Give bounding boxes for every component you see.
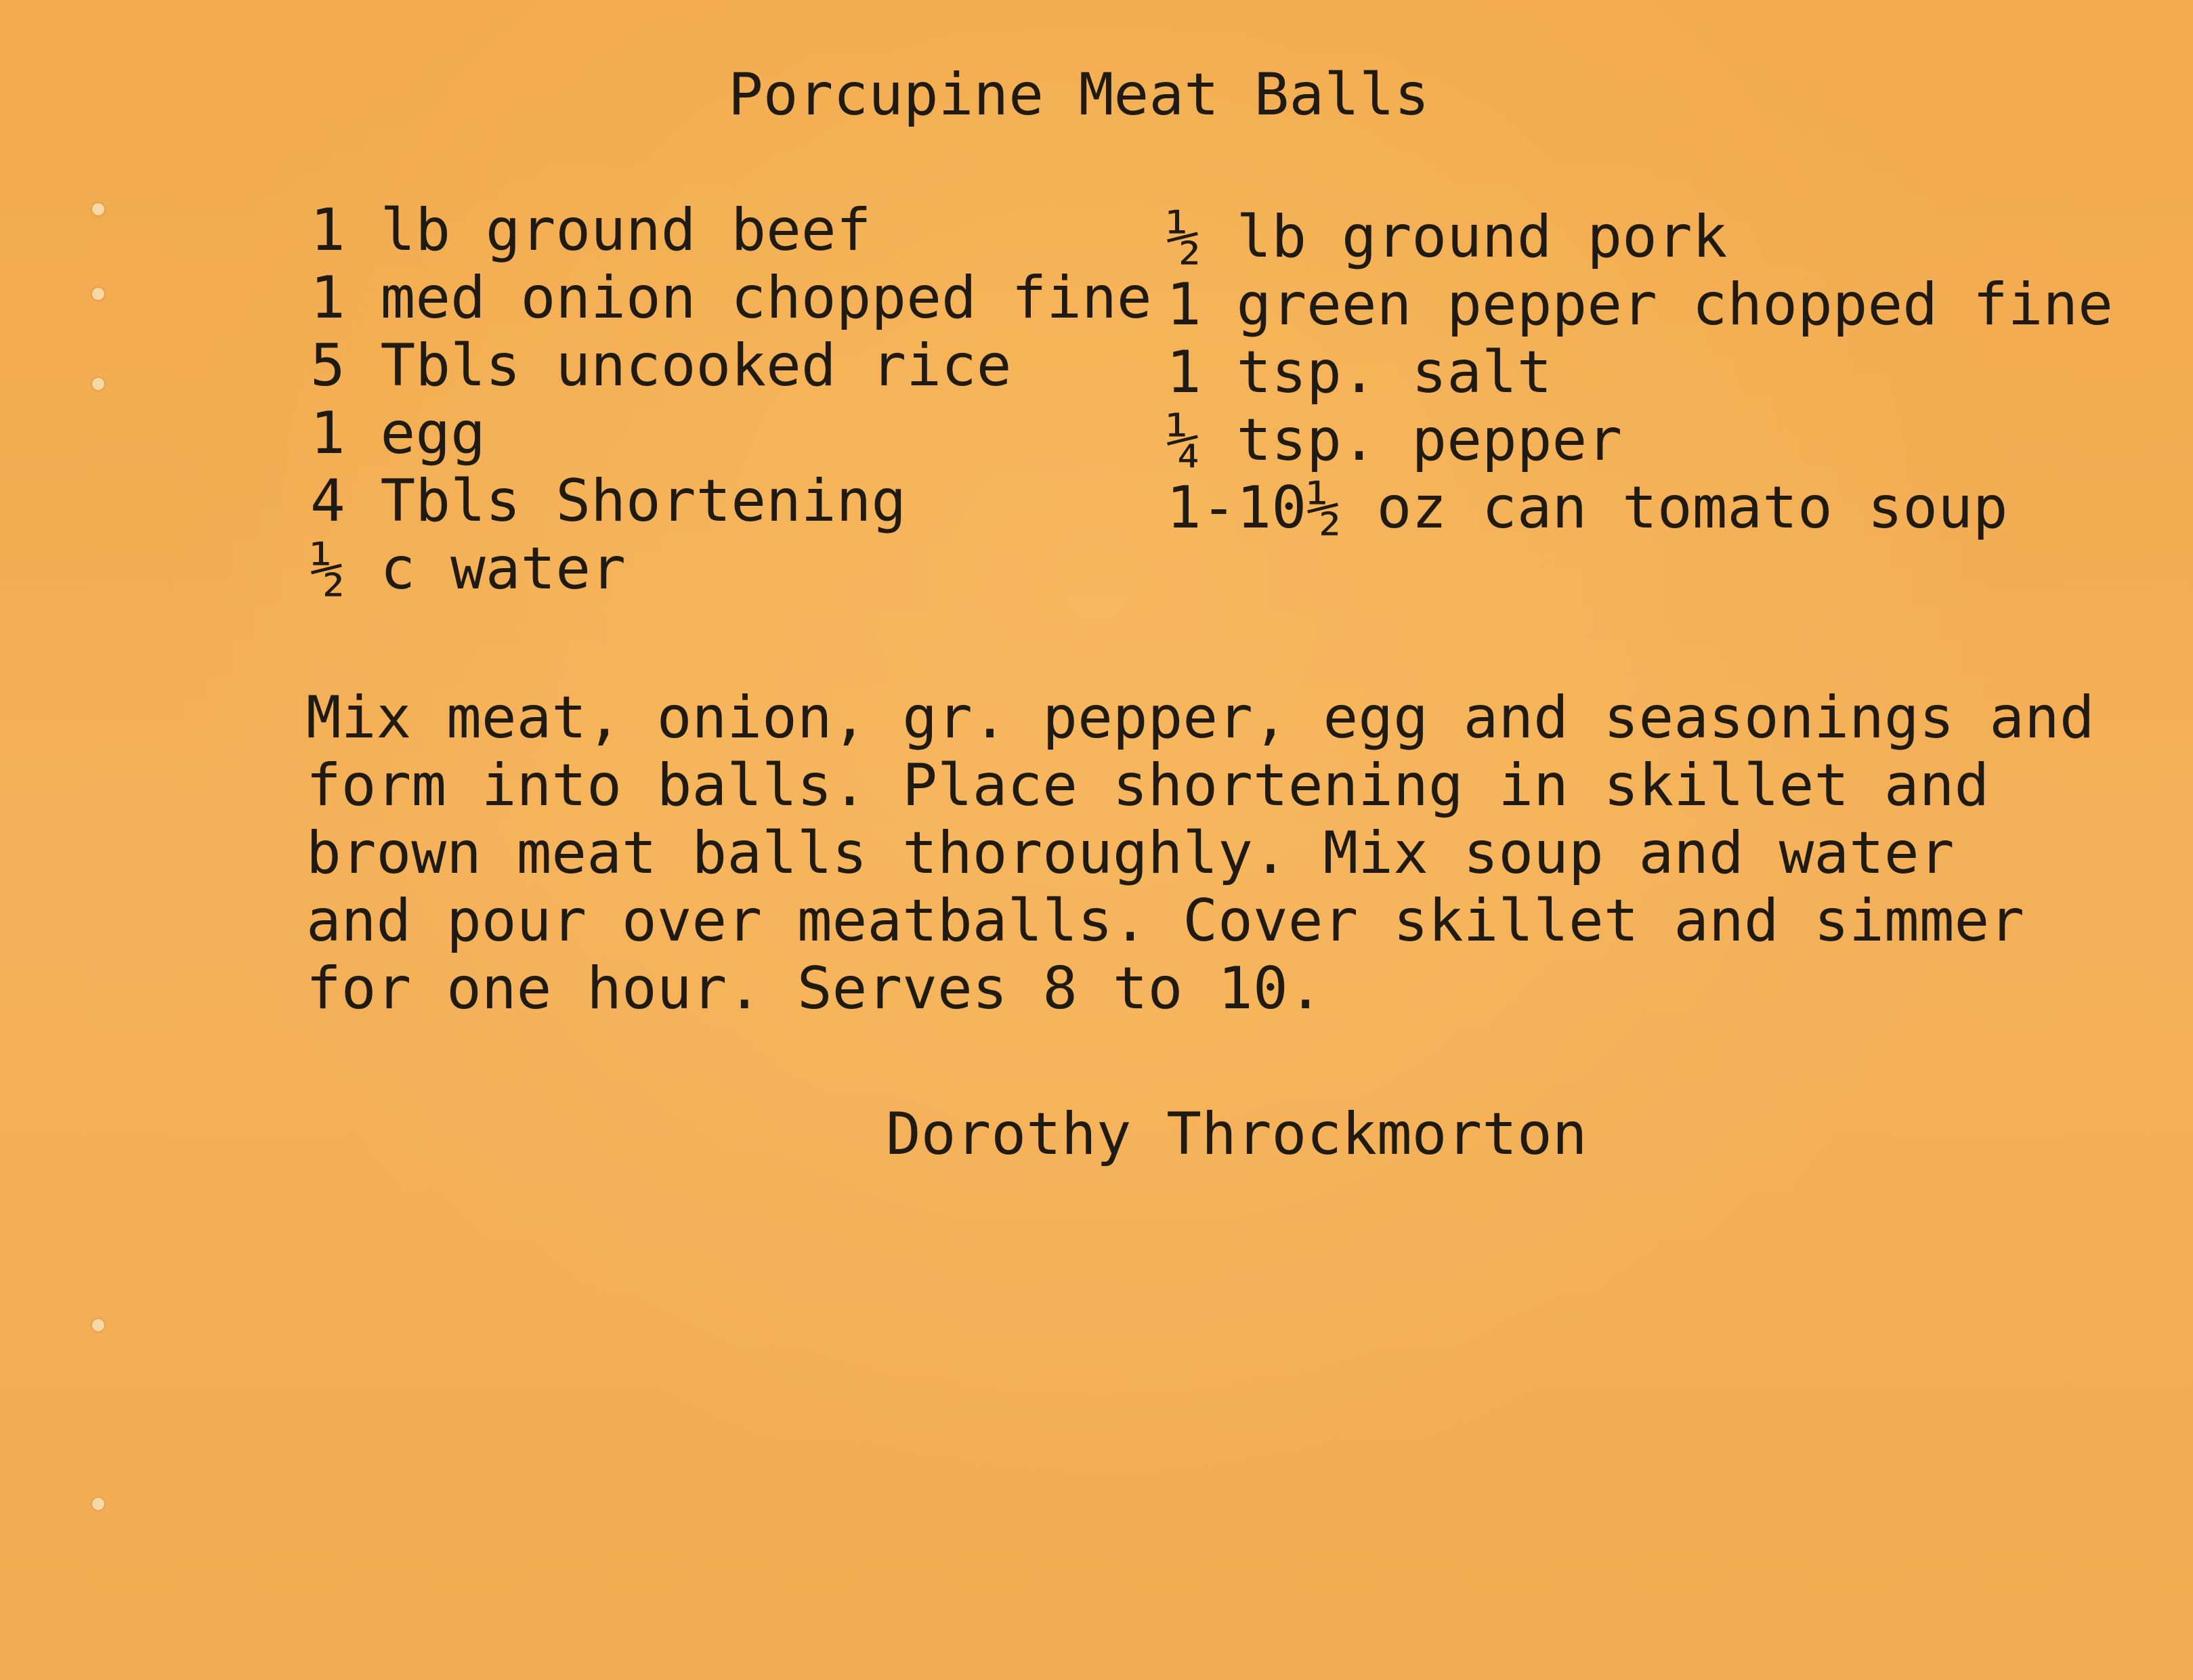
punch-hole [92,378,104,390]
directions-line: Mix meat, onion, gr. pepper, egg and seasonings and [306,684,2095,752]
directions-line: for one hour. Serves 8 to 10. [306,955,1323,1022]
directions-line: form into balls. Place shortening in skillet and [306,752,1990,819]
directions-line: and pour over meatballs. Cover skillet and simmer [306,887,2025,955]
ingredient-item: ¼ tsp. pepper [1166,406,1623,474]
ingredient-item: 1 med onion chopped fine [310,264,1152,332]
ingredient-item: 1 egg [310,400,486,467]
ingredients-right-column [1166,203,2113,542]
recipe-directions [306,684,2135,1022]
ingredient-item: 1 tsp. salt [1166,339,1552,406]
ingredient-item: 1 lb ground beef [310,196,872,264]
ingredient-item: 1 green pepper chopped fine [1166,271,2113,339]
ingredient-item: ½ c water [310,535,626,603]
punch-hole [92,288,104,300]
ingredients-left-column [310,196,1152,603]
punch-hole [92,1498,104,1510]
ingredient-item: 1-10½ oz can tomato soup [1166,474,2008,542]
punch-hole [92,203,104,215]
recipe-title: Porcupine Meat Balls [728,61,1430,129]
ingredient-item: ½ lb ground pork [1166,203,1728,271]
ingredient-item: 4 Tbls Shortening [310,467,907,535]
directions-line: brown meat balls thoroughly. Mix soup and water [306,819,1955,887]
recipe-author: Dorothy Throckmorton [886,1100,1588,1168]
ingredient-item: 5 Tbls uncooked rice [310,332,1012,400]
punch-hole [92,1319,104,1331]
